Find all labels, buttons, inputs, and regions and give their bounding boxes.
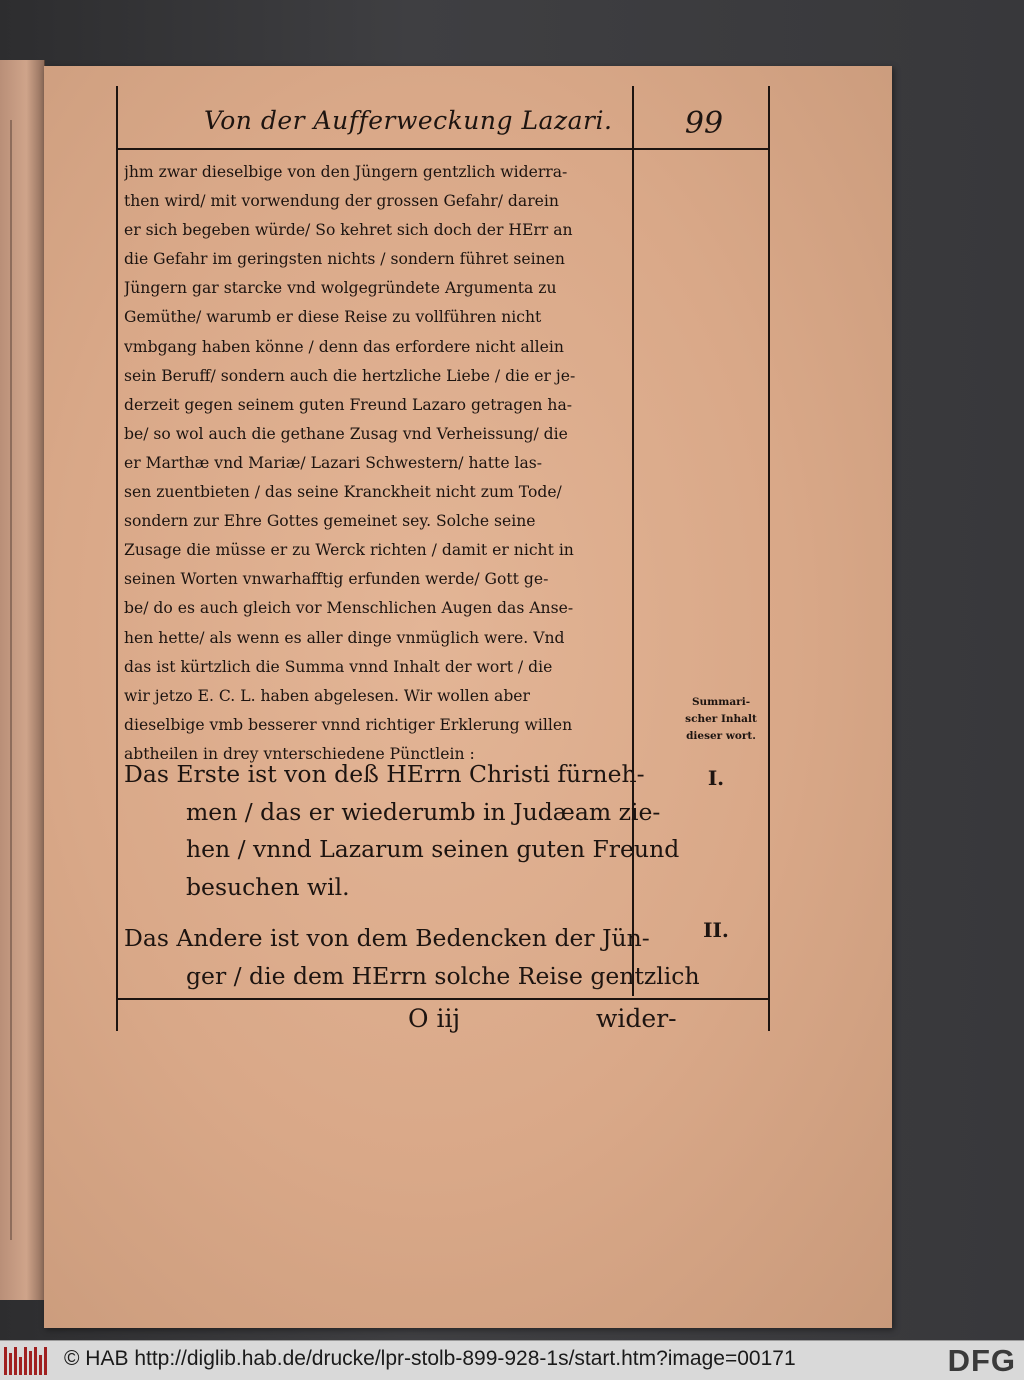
catchword: wider- [596, 1004, 677, 1033]
text-line: seinen Worten vnwarhafftig erfunden werde/ Gott ge- [124, 570, 549, 589]
viewer-footer [0, 1340, 1024, 1380]
text-line: wir jetzo E. C. L. haben abgelesen. Wir wollen aber [124, 686, 530, 705]
margin-note [676, 694, 766, 745]
text-line: be/ do es auch gleich vor Menschlichen Augen das Anse- [124, 599, 574, 618]
hab-logo-icon [4, 1347, 48, 1375]
point-numeral: I. [707, 766, 725, 790]
header-rule [116, 148, 770, 150]
body-text [124, 158, 624, 769]
point-line: besuchen wil. [186, 872, 350, 901]
point-line: men / das er wiederumb in Judæam zie- [186, 797, 661, 826]
text-line: jhm zwar dieselbige von den Jüngern gentzlich widerra- [124, 163, 568, 181]
signature-mark: O iij [408, 1004, 461, 1033]
text-line: vmbgang haben könne / denn das erfordere nicht allein [124, 337, 564, 356]
page-gutter-line [10, 120, 12, 1240]
text-line: dieselbige vmb besserer vnnd richtiger Erklerung willen [124, 715, 573, 734]
text-line: then wird/ mit vorwendung der grossen Gefahr/ darein [124, 192, 559, 211]
point-line: hen / vnnd Lazarum seinen guten Freund [186, 835, 680, 863]
text-line: das ist kürtzlich die Summa vnnd Inhalt der wort / die [124, 657, 553, 676]
point-numeral: II. [703, 918, 729, 942]
margin-note-line: dieser wort. [686, 730, 756, 742]
text-line: Zusage die müsse er zu Werck richten / damit er nicht in [124, 541, 574, 560]
text-line: sondern zur Ehre Gottes gemeinet sey. Solche seine [124, 512, 536, 531]
text-line: die Gefahr im geringsten nichts / sondern führet seinen [124, 250, 565, 269]
margin-note-line: scher Inhalt [685, 713, 757, 725]
point-line: Das Erste ist von deß HErrn Christi fürneh- [124, 760, 645, 788]
point-line: Das Andere ist von dem Bedencken der Jün- [124, 924, 650, 952]
direction-line [124, 1004, 724, 1044]
point-line: ger / die dem HErrn solche Reise gentzlich [186, 961, 700, 990]
text-line: be/ so wol auch die gethane Zusag vnd Verheissung/ die [124, 424, 568, 443]
page-number: 99 [684, 106, 724, 141]
text-line: er Marthæ vnd Mariæ/ Lazari Schwestern/ hatte las- [124, 453, 543, 472]
text-line: hen hette/ als wenn es aller dinge vnmüglich were. Vnd [124, 628, 565, 647]
copyright-link[interactable]: © HAB http://diglib.hab.de/drucke/lpr-stolb-899-928-1s/start.htm?image=00171 [64, 1347, 796, 1370]
previous-page-edge [0, 60, 45, 1300]
margin-note-line: Summari- [691, 696, 751, 708]
book-page [44, 66, 892, 1328]
running-head: Von der Aufferweckung Lazari. [204, 106, 613, 135]
text-line: sen zuentbieten / das seine Kranckheit nicht zum Tode/ [124, 483, 562, 502]
text-line: derzeit gegen seinem guten Freund Lazaro getragen ha- [124, 395, 573, 414]
text-line: er sich begeben würde/ So kehret sich doch der HErr an [124, 221, 573, 240]
dfg-logo: DFG [947, 1343, 1016, 1378]
point-spacer [124, 906, 634, 920]
frame-right-rule [768, 86, 770, 1031]
text-line: Gemüthe/ warumb er diese Reise zu vollführen nicht [124, 308, 542, 327]
text-line: Jüngern gar starcke vnd wolgegründete Argumenta zu [124, 279, 557, 298]
numbered-points [124, 756, 700, 995]
text-line: sein Beruff/ sondern auch die hertzliche Liebe / die er je- [124, 366, 576, 385]
text-line: abtheilen in drey vnterschiedene Pünctlein : [124, 744, 475, 763]
footer-rule [116, 998, 770, 1000]
